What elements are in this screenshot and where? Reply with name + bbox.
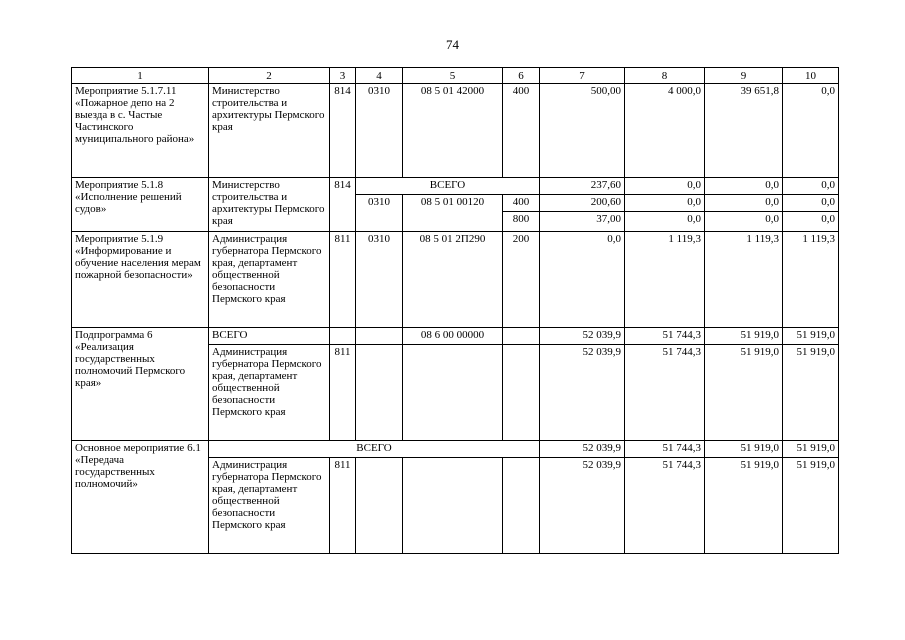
budget-table <box>71 67 839 554</box>
amount-col9: 51 919,0 <box>705 458 783 554</box>
empty-cell <box>503 345 540 441</box>
header-cell: 3 <box>330 68 356 84</box>
empty-cell <box>356 345 403 441</box>
ministry-code: 814 <box>330 178 356 232</box>
amount-col7: 0,0 <box>540 232 625 328</box>
expense-type-code: 800 <box>503 212 540 232</box>
total-label: ВСЕГО <box>209 328 330 345</box>
amount-col9: 1 119,3 <box>705 232 783 328</box>
amount-col10: 1 119,3 <box>783 232 839 328</box>
expense-type-code: 400 <box>503 84 540 178</box>
total-label: ВСЕГО <box>356 178 540 195</box>
ministry-code: 811 <box>330 345 356 441</box>
amount-col10: 0,0 <box>783 84 839 178</box>
header-cell: 5 <box>403 68 503 84</box>
amount-col8: 0,0 <box>625 195 705 212</box>
amount-col10: 0,0 <box>783 178 839 195</box>
expense-type-code: 200 <box>503 232 540 328</box>
amount-col9: 51 919,0 <box>705 345 783 441</box>
amount-col10: 51 919,0 <box>783 441 839 458</box>
empty-cell <box>403 458 503 554</box>
amount-col8: 0,0 <box>625 178 705 195</box>
amount-col7: 52 039,9 <box>540 345 625 441</box>
amount-col8: 1 119,3 <box>625 232 705 328</box>
target-code: 08 5 01 42000 <box>403 84 503 178</box>
amount-col9: 0,0 <box>705 195 783 212</box>
header-cell: 6 <box>503 68 540 84</box>
amount-col7: 237,60 <box>540 178 625 195</box>
target-code: 08 5 01 00120 <box>403 195 503 232</box>
amount-col8: 0,0 <box>625 212 705 232</box>
table-row <box>72 232 839 328</box>
amount-col10: 51 919,0 <box>783 345 839 441</box>
page-number: 74 <box>446 37 459 52</box>
responsible-org: Администрация губернатора Пермского края, департамент общественной безопасности Пермского края <box>209 232 330 328</box>
amount-col7: 200,60 <box>540 195 625 212</box>
empty-cell <box>503 458 540 554</box>
amount-col7: 500,00 <box>540 84 625 178</box>
empty-cell <box>356 458 403 554</box>
empty-cell <box>356 328 403 345</box>
amount-col7: 52 039,9 <box>540 328 625 345</box>
amount-col10: 51 919,0 <box>783 328 839 345</box>
header-cell: 1 <box>72 68 209 84</box>
header-row <box>72 68 839 84</box>
section-code: 0310 <box>356 84 403 178</box>
responsible-org: Администрация губернатора Пермского края, департамент общественной безопасности Пермского края <box>209 458 330 554</box>
amount-col7: 37,00 <box>540 212 625 232</box>
activity-name: Основное мероприятие 6.1 «Передача государственных полномочий» <box>72 441 209 554</box>
amount-col10: 0,0 <box>783 212 839 232</box>
header-cell: 8 <box>625 68 705 84</box>
activity-name: Подпрограмма 6 «Реализация государственных полномочий Пермского края» <box>72 328 209 441</box>
expense-type-code: 400 <box>503 195 540 212</box>
target-code: 08 6 00 00000 <box>403 328 503 345</box>
ministry-code: 811 <box>330 458 356 554</box>
header-cell: 2 <box>209 68 330 84</box>
amount-col8: 51 744,3 <box>625 458 705 554</box>
amount-col7: 52 039,9 <box>540 458 625 554</box>
amount-col8: 51 744,3 <box>625 328 705 345</box>
amount-col8: 51 744,3 <box>625 345 705 441</box>
amount-col7: 52 039,9 <box>540 441 625 458</box>
empty-cell <box>330 328 356 345</box>
amount-col9: 0,0 <box>705 178 783 195</box>
section-code: 0310 <box>356 195 403 232</box>
amount-col10: 0,0 <box>783 195 839 212</box>
total-label: ВСЕГО <box>209 441 540 458</box>
empty-cell <box>403 345 503 441</box>
amount-col9: 0,0 <box>705 212 783 232</box>
header-cell: 4 <box>356 68 403 84</box>
table-row <box>72 441 839 458</box>
header-cell: 7 <box>540 68 625 84</box>
table-row <box>72 328 839 345</box>
activity-name: Мероприятие 5.1.9 «Информирование и обучение населения мерам пожарной безопасности» <box>72 232 209 328</box>
header-cell: 10 <box>783 68 839 84</box>
empty-cell <box>503 328 540 345</box>
amount-col9: 51 919,0 <box>705 441 783 458</box>
responsible-org: Министерство строительства и архитектуры Пермского края <box>209 178 330 232</box>
table-row <box>72 178 839 195</box>
responsible-org: Министерство строительства и архитектуры Пермского края <box>209 84 330 178</box>
header-cell: 9 <box>705 68 783 84</box>
amount-col10: 51 919,0 <box>783 458 839 554</box>
activity-name: Мероприятие 5.1.7.11 «Пожарное депо на 2 выезда в с. Частые Частинского муниципального района» <box>72 84 209 178</box>
amount-col8: 4 000,0 <box>625 84 705 178</box>
amount-col8: 51 744,3 <box>625 441 705 458</box>
responsible-org: Администрация губернатора Пермского края, департамент общественной безопасности Пермского края <box>209 345 330 441</box>
amount-col9: 39 651,8 <box>705 84 783 178</box>
section-code: 0310 <box>356 232 403 328</box>
activity-name: Мероприятие 5.1.8 «Исполнение решений судов» <box>72 178 209 232</box>
target-code: 08 5 01 2П290 <box>403 232 503 328</box>
amount-col9: 51 919,0 <box>705 328 783 345</box>
table-row <box>72 84 839 178</box>
ministry-code: 811 <box>330 232 356 328</box>
ministry-code: 814 <box>330 84 356 178</box>
